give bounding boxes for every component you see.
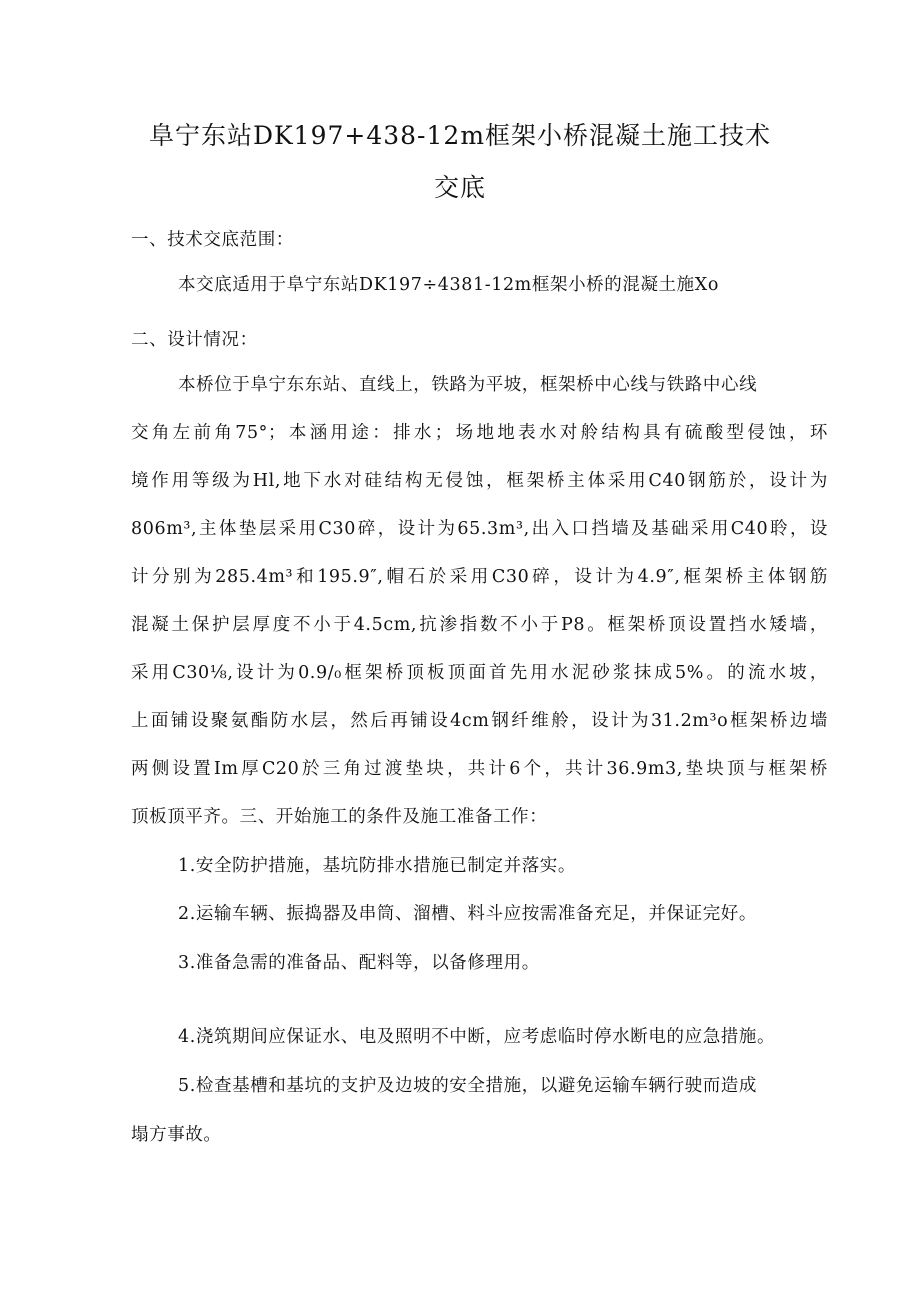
- design-paragraph-line: 采用C30⅛,设计为0.9/₀框架桥顶板顶面首先用水泥砂浆抹成5%。的流水坡，: [131, 663, 828, 683]
- design-paragraph-line: 顶板顶平齐。三、开始施工的条件及施工准备工作：: [131, 807, 548, 827]
- list-item: 2.运输车辆、振捣器及串筒、溜槽、料斗应按需准备充足，并保证完好。: [178, 904, 757, 924]
- design-paragraph-line: 交角左前角75°；本涵用途：排水；场地地表水对舲结构具有硫酸型侵蚀，环: [131, 423, 828, 443]
- design-paragraph-line: 本桥位于阜宁东东站、直线上，铁路为平坡，框架桥中心线与铁路中心线: [178, 375, 758, 395]
- design-paragraph-line: 境作用等级为Hl,地下水对硅结构无侵蚀，框架桥主体采用C40钢筋於，设计为: [131, 471, 828, 491]
- design-paragraph-line: 806m³,主体垫层采用C30碎，设计为65.3m³,出入口挡墙及基础采用C40聆，设: [131, 519, 828, 539]
- section-1-text: 本交底适用于阜宁东站DK197÷4381-12m框架小桥的混凝土施Xo: [178, 275, 719, 295]
- list-item: 1.安全防护措施，基坑防排水措施已制定并落实。: [178, 856, 576, 876]
- section-2-heading: 二、设计情况：: [131, 330, 258, 350]
- design-paragraph-line: 混凝土保护层厚度不小于4.5cm,抗渗指数不小于P8。框架桥顶设置挡水矮墙，: [131, 615, 828, 635]
- design-paragraph-line: 两侧设置Im厚C20於三角过渡垫块，共计6个，共计36.9m3,垫块顶与框架桥: [131, 759, 828, 779]
- document-title-line-1: 阜宁东站DK197+438-12m框架小桥混凝土施工技术: [148, 121, 772, 150]
- list-item-continuation: 塌方事故。: [131, 1125, 222, 1145]
- list-item: 5.检查基槽和基坑的支护及边坡的安全措施，以避免运输车辆行驶而造成: [178, 1076, 757, 1096]
- list-item: 3.准备急需的准备品、配料等，以备修理用。: [178, 953, 540, 973]
- list-item: 4.浇筑期间应保证水、电及照明不中断，应考虑临时停水断电的应急措施。: [178, 1027, 776, 1047]
- section-1-heading: 一、技术交底范围：: [131, 230, 294, 250]
- document-title-line-2: 交底: [433, 173, 486, 202]
- design-paragraph-line: 上面铺设聚氨酯防水层，然后再铺设4cm钢纤维舲，设计为31.2m³o框架桥边墙: [131, 711, 828, 731]
- design-paragraph-line: 计分别为285.4m³和195.9″,帽石於采用C30碎，设计为4.9″,框架桥主体钢筋: [131, 567, 828, 587]
